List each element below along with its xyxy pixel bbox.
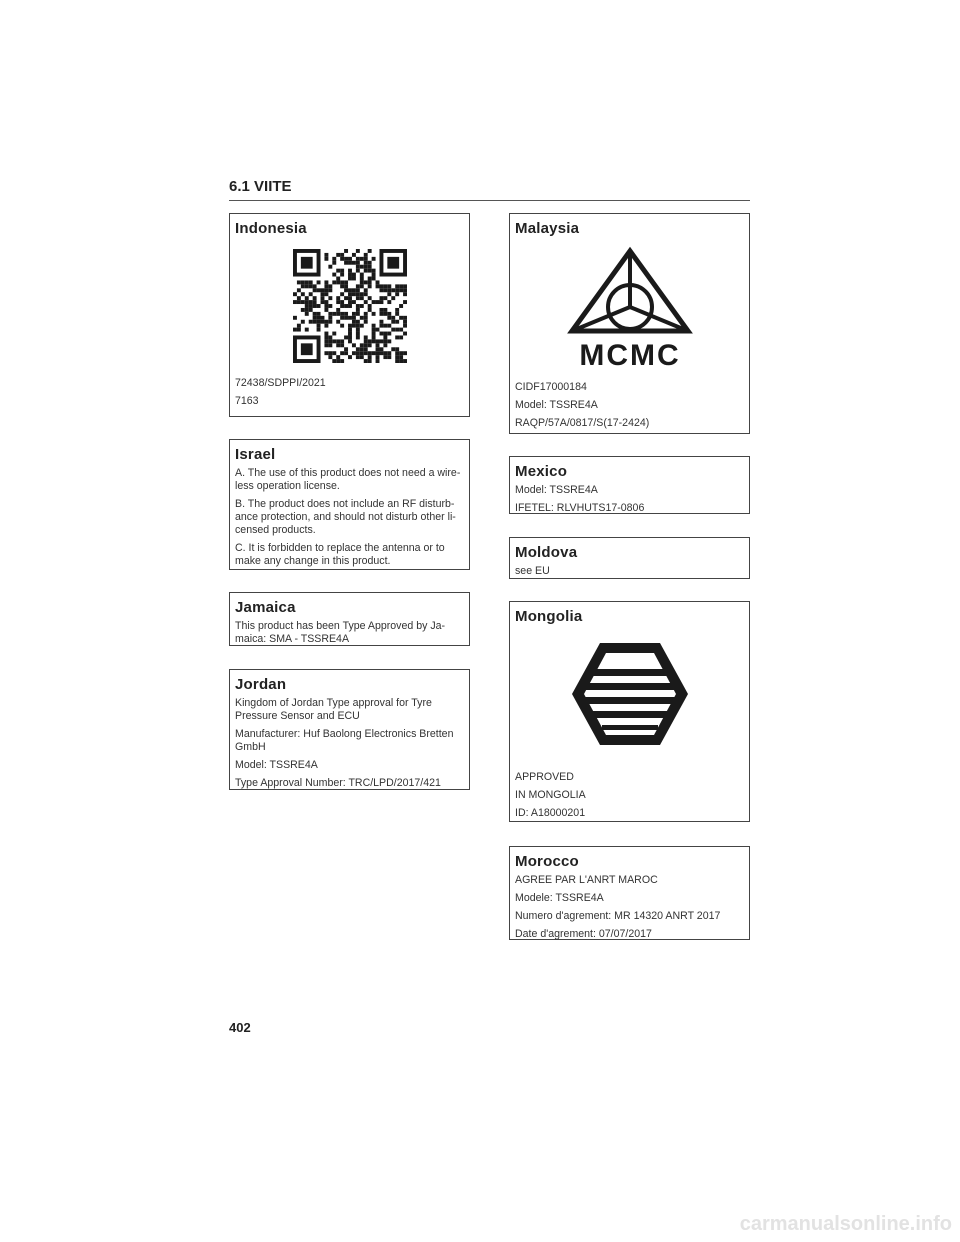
mexico-line: IFETEL: RLVHUTS17-0806 xyxy=(515,502,645,514)
morocco-line: Numero d'agrement: MR 14320 ANRT 2017 xyxy=(515,910,721,922)
mongolia-line: ID: A18000201 xyxy=(515,807,586,819)
qr-code-icon xyxy=(293,249,407,363)
israel-paragraph: C. It is forbidden to replace the antenna or to make any change in this product. xyxy=(235,542,445,567)
mongolia-box xyxy=(509,601,750,822)
indonesia-title: Indonesia xyxy=(235,220,307,237)
page-number: 402 xyxy=(229,1020,251,1035)
mexico-title: Mexico xyxy=(515,463,568,480)
morocco-line: Modele: TSSRE4A xyxy=(515,892,604,904)
mexico-box xyxy=(509,456,750,514)
morocco-line: AGREE PAR L'ANRT MAROC xyxy=(515,874,658,886)
malaysia-title: Malaysia xyxy=(515,220,580,237)
malaysia-line: CIDF17000184 xyxy=(515,381,587,393)
israel-paragraph: A. The use of this product does not need a wire-less operation license. xyxy=(235,467,461,492)
jordan-paragraph: Type Approval Number: TRC/LPD/2017/421 xyxy=(235,777,441,789)
morocco-box xyxy=(509,846,750,940)
mexico-line: Model: TSSRE4A xyxy=(515,484,598,496)
section-title: 6.1 VIITE xyxy=(229,178,292,195)
indonesia-box xyxy=(229,213,470,417)
section-header xyxy=(229,178,750,201)
israel-box xyxy=(229,439,470,570)
mcmc-logo-text: MCMC xyxy=(578,339,681,371)
jordan-paragraph: Manufacturer: Huf Baolong Electronics Bretten GmbH xyxy=(235,728,454,753)
malaysia-box xyxy=(509,213,750,434)
malaysia-line: RAQP/57A/0817/S(17-2424) xyxy=(515,417,650,429)
mongolia-approval-logo-icon xyxy=(570,639,690,749)
jordan-paragraph: Model: TSSRE4A xyxy=(235,759,318,771)
jamaica-title: Jamaica xyxy=(235,599,296,616)
jamaica-box xyxy=(229,592,470,646)
moldova-line: see EU xyxy=(515,565,550,577)
jordan-box xyxy=(229,669,470,790)
mongolia-line: APPROVED xyxy=(515,771,574,783)
watermark: carmanualsonline.info xyxy=(739,1213,952,1235)
jamaica-paragraph: This product has been Type Approved by Ja-maica: SMA - TSSRE4A xyxy=(235,620,446,645)
morocco-line: Date d'agrement: 07/07/2017 xyxy=(515,928,652,940)
mongolia-title: Mongolia xyxy=(515,608,583,625)
mcmc-logo-icon xyxy=(560,245,700,371)
israel-title: Israel xyxy=(235,446,276,463)
moldova-title: Moldova xyxy=(515,544,578,561)
mongolia-line: IN MONGOLIA xyxy=(515,789,586,801)
jordan-paragraph: Kingdom of Jordan Type approval for Tyre Pressure Sensor and ECU xyxy=(235,697,432,722)
indonesia-line: 72438/SDPPI/2021 xyxy=(235,377,326,389)
indonesia-line: 7163 xyxy=(235,395,259,407)
moldova-box xyxy=(509,537,750,579)
jordan-title: Jordan xyxy=(235,676,287,693)
morocco-title: Morocco xyxy=(515,853,579,870)
israel-paragraph: B. The product does not include an RF disturb-ance protection, and should not disturb other li-censed products. xyxy=(235,498,456,536)
malaysia-line: Model: TSSRE4A xyxy=(515,399,598,411)
